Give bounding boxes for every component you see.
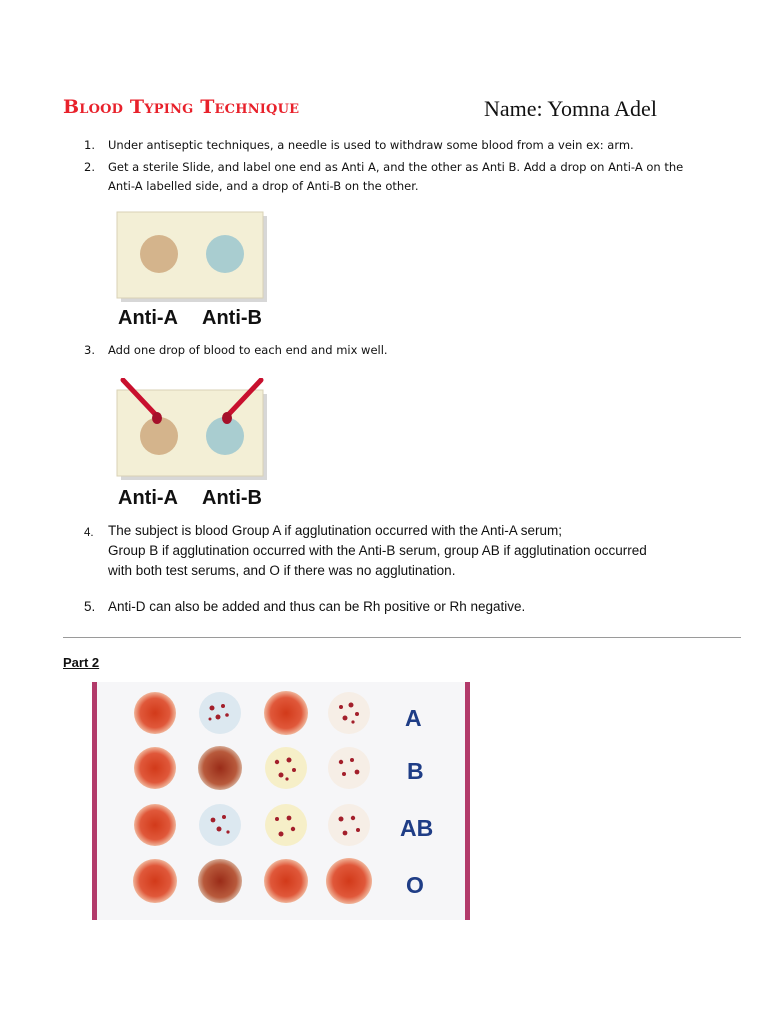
- part2-heading: Part 2: [63, 655, 100, 670]
- step-number: 1.: [84, 138, 95, 152]
- group-label-b: B: [407, 758, 424, 784]
- well-a-3: [264, 691, 308, 735]
- slide-drawing: [115, 210, 267, 302]
- well-o-4: [326, 858, 372, 904]
- blood-drop-right: [222, 412, 232, 424]
- well-ab-4: [328, 804, 370, 846]
- anti-a-drop: [140, 235, 178, 273]
- group-label-ab: AB: [400, 815, 434, 841]
- well-b-1: [134, 747, 176, 789]
- well-b-4: [328, 747, 370, 789]
- slide-label-anti-b: Anti-B: [202, 307, 262, 329]
- well-b-2: [198, 746, 242, 790]
- slide-drawing: [115, 378, 267, 480]
- page-title: Blood Typing Technique: [63, 96, 300, 118]
- well-ab-1: [134, 804, 176, 846]
- slide-blood-image: [115, 378, 267, 485]
- step-text: Add one drop of blood to each end and mix well.: [108, 343, 388, 357]
- step-5: [84, 597, 728, 617]
- slide-label-anti-a: Anti-A: [118, 307, 178, 329]
- group-label-a: A: [405, 705, 422, 731]
- step-3: [84, 341, 688, 360]
- slide-label-anti-b: Anti-B: [202, 487, 262, 509]
- step-text-line-2: Group B if agglutination occurred with the Anti-B serum, group AB if agglutination occurred: [108, 543, 647, 558]
- step-number: 5.: [84, 599, 96, 614]
- step-text: Anti-D can also be added and thus can be Rh positive or Rh negative.: [108, 599, 526, 614]
- well-o-3: [264, 859, 308, 903]
- well-a-2: [199, 692, 241, 734]
- step-text: Under antiseptic techniques, a needle is used to withdraw some blood from a vein ex: arm.: [108, 138, 634, 152]
- section-divider: [63, 637, 741, 638]
- step-text: Get a sterile Slide, and label one end as Anti A, and the other as Anti B. Add a drop on Anti-A on the Anti-A labelled side, and a drop of Anti-B on the other.: [108, 160, 684, 193]
- step-text-line-1: The subject is blood Group A if agglutination occurred with the Anti-A serum;: [108, 523, 563, 538]
- well-ab-3: [265, 804, 307, 846]
- well-b-3: [265, 747, 307, 789]
- slide-label-anti-a: Anti-A: [118, 487, 178, 509]
- step-number: 3.: [84, 343, 95, 357]
- step-number: 4.: [84, 527, 94, 539]
- anti-b-drop: [206, 235, 244, 273]
- well-o-1: [133, 859, 177, 903]
- blood-drop-left: [152, 412, 162, 424]
- step-1: [84, 136, 708, 155]
- well-a-4: [328, 692, 370, 734]
- well-a-1: [134, 692, 176, 734]
- slide-serum-image: [115, 210, 267, 307]
- step-2: [84, 158, 688, 196]
- author-name: Name: Yomna Adel: [484, 96, 657, 121]
- group-label-o: O: [406, 872, 424, 898]
- step-4: [84, 521, 728, 581]
- well-o-2: [198, 859, 242, 903]
- step-number: 2.: [84, 160, 95, 174]
- step-text-line-3: with both test serums, and O if there was no agglutination.: [108, 563, 456, 578]
- well-ab-2: [199, 804, 241, 846]
